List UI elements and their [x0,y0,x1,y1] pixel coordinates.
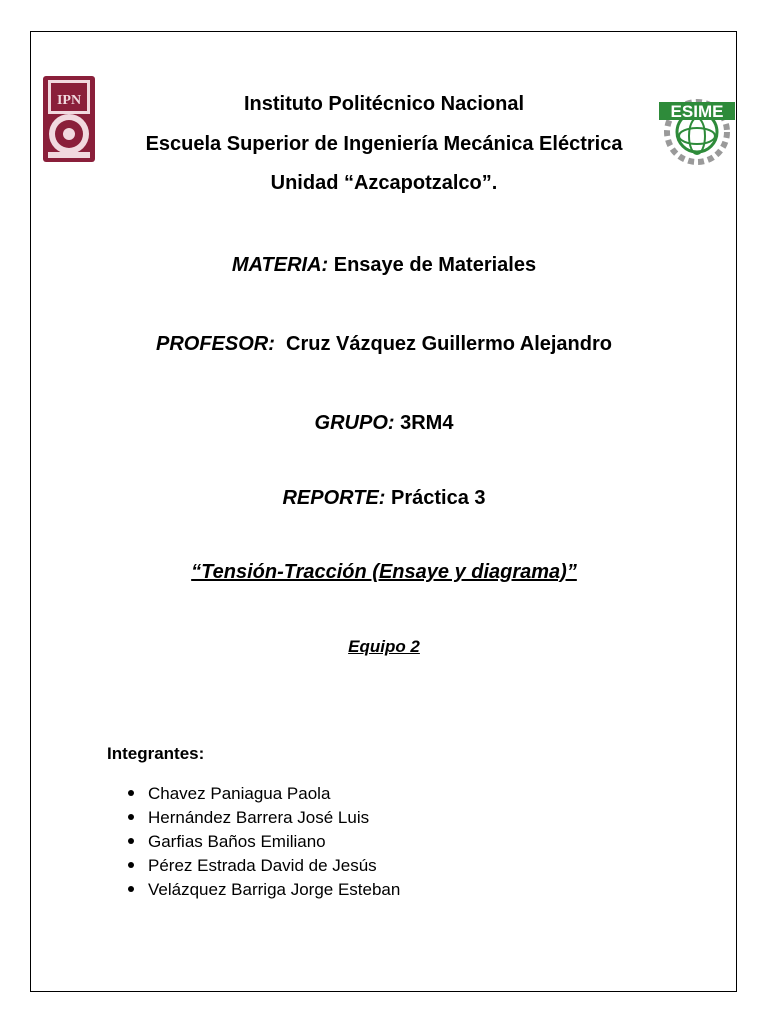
materia-line [0,254,768,277]
reporte-label: REPORTE: [282,487,386,509]
profesor-line [0,333,768,356]
profesor-value: Cruz Vázquez Guillermo Alejandro [286,333,612,355]
profesor-label: PROFESOR: [155,333,275,355]
list-item: Velázquez Barriga Jorge Esteban [128,878,400,902]
bullet-icon [128,790,134,796]
list-item: Hernández Barrera José Luis [128,806,400,830]
list-item: Garfias Baños Emiliano [128,830,400,854]
unit-name: Unidad “Azcapotzalco”. [270,172,498,194]
svg-text:IPN: IPN [56,93,82,108]
list-item: Pérez Estrada David de Jesús [128,854,400,878]
bullet-icon [128,838,134,844]
grupo-label: GRUPO: [314,412,395,434]
team-name: Equipo 2 [348,637,420,656]
grupo-line [0,412,768,435]
materia-value: Ensaye de Materiales [333,254,537,276]
report-title: “Tensión-Tracción (Ensaye y diagrama)” [191,561,577,583]
institution-name: Instituto Politécnico Nacional [243,93,525,115]
list-item: Chavez Paniagua Paola [128,782,400,806]
svg-text:ESIME: ESIME [670,102,724,121]
school-name: Escuela Superior de Ingeniería Mecánica Eléctrica [145,133,623,155]
reporte-line [0,487,768,510]
members-list [128,782,400,902]
bullet-icon [128,814,134,820]
materia-label: MATERIA: [231,254,329,276]
bullet-icon [128,862,134,868]
bullet-icon [128,886,134,892]
grupo-value: 3RM4 [400,412,454,434]
reporte-value: Práctica 3 [391,487,486,509]
members-heading: Integrantes: [107,744,205,763]
